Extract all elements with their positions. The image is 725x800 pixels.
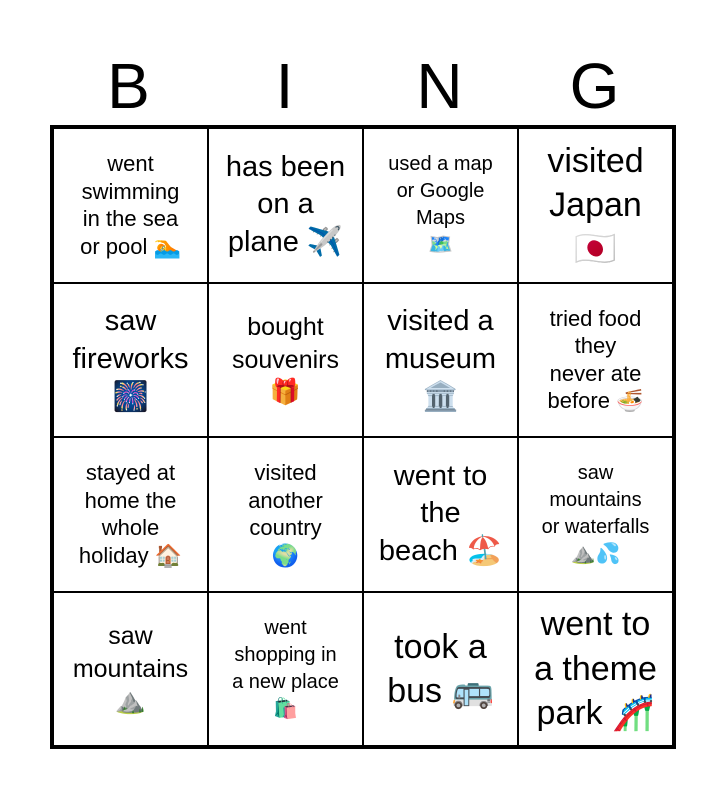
bingo-cell-text: saw mountains ⛰️	[72, 622, 189, 715]
bingo-cell[interactable]	[53, 128, 208, 283]
bingo-cell[interactable]	[518, 283, 673, 438]
bingo-cell-text: saw mountains or waterfalls ⛰️💦	[541, 462, 650, 566]
header-letter-g: G	[569, 50, 620, 122]
header-letter-i: I	[275, 50, 294, 122]
bingo-cell[interactable]	[53, 437, 208, 592]
bingo-cell-text: stayed at home the whole holiday 🏠	[78, 460, 183, 568]
bingo-cell[interactable]	[363, 283, 518, 438]
bingo-cell-text: tried food they never ate before 🍜	[547, 305, 644, 414]
bingo-cell[interactable]	[208, 592, 363, 747]
bingo-cell-text: took a bus 🚌	[387, 627, 494, 710]
bingo-cell-text: saw fireworks 🎆	[72, 305, 189, 413]
bingo-cell-text: went swimming in the sea or pool 🏊	[80, 151, 181, 259]
bingo-cell[interactable]	[518, 128, 673, 283]
bingo-cell-text: went shopping in a new place 🛍️	[232, 616, 339, 720]
bingo-cell[interactable]	[518, 437, 673, 592]
bingo-cell-text: went to a theme park 🎢	[534, 605, 657, 732]
header-letter-n: N	[416, 50, 463, 122]
bingo-cell[interactable]	[53, 283, 208, 438]
bingo-cell-text: used a map or Google Maps 🗺️	[388, 153, 493, 257]
bingo-cell[interactable]	[208, 283, 363, 438]
bingo-cell-text: visited another country 🌍	[248, 460, 323, 568]
bingo-cell[interactable]	[53, 592, 208, 747]
bingo-cell[interactable]	[208, 437, 363, 592]
header-letter-b: B	[107, 50, 150, 122]
bingo-header	[50, 50, 676, 122]
bingo-cell[interactable]	[363, 437, 518, 592]
bingo-cell[interactable]	[518, 592, 673, 747]
bingo-cell-text: has been on a plane ✈️	[225, 150, 346, 259]
bingo-cell[interactable]	[363, 592, 518, 747]
bingo-cell-text: bought souvenirs 🎁	[232, 313, 339, 406]
bingo-cell-text: visited a museum 🏛️	[384, 305, 497, 413]
bingo-cell[interactable]	[208, 128, 363, 283]
bingo-cell-text: visited Japan 🇯🇵	[547, 141, 644, 269]
bingo-cell-text: went to the beach 🏖️	[378, 459, 503, 568]
bingo-cell[interactable]	[363, 128, 518, 283]
bingo-board	[50, 125, 676, 749]
